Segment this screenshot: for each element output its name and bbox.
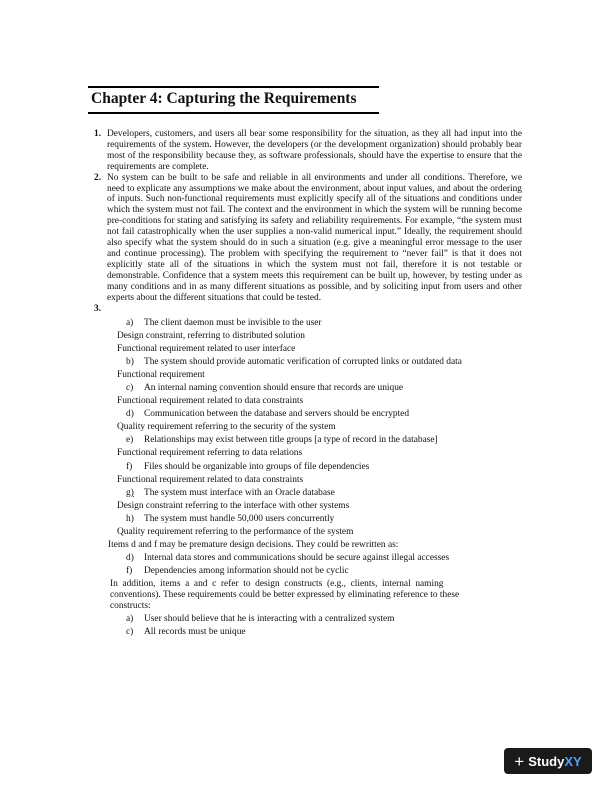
document-body — [94, 129, 522, 638]
rewrite-intro: Items d and f may be premature design decisions. They could be rewritten as: — [108, 539, 399, 550]
chapter-title: Chapter 4: Capturing the Requirements — [91, 90, 357, 107]
requirements-list — [117, 317, 522, 538]
classification: Functional requirement related to data constraints — [117, 474, 304, 485]
rewrites-list — [126, 553, 522, 577]
plus-icon: + — [514, 751, 525, 771]
requirement: c) An internal naming convention should ensure that records are unique — [126, 382, 404, 393]
studyxy-logo[interactable] — [504, 748, 592, 774]
constructs-list — [126, 614, 522, 638]
item-text: No system can be built to be safe and reliable in all environments and under all conditions. Therefore, we need to explicate any assumptions we make about the environment, about input values, and about the ordering of inputs. Such non-functional requirements must explicitly specify all of the situations and conditions under which the system must not fail. The context and the environment in which the system will be running become pre-conditions for stating and satisfying its safety and reliability requirements. For example, “the system must not fail catastrophically when the user supplies a non-valid numerical input.” Ideally, the requirement should also specify what the system should do in such a situation (e.g. give a meaningful error message to the user and continue processing). The problem with specifying the requirement to “never fail” is that it does not explicitly state all of the situations in which the system must not fail, therefore it is not testable or demonstrable. Confidence that a system meets this requirement can be built up, however, by testing under as many conditions and in as many different situations as possible, and by soliciting input from users and other experts about the different situations that could be tested. — [107, 172, 522, 303]
construct-item: c) All records must be unique — [126, 627, 246, 637]
list-item — [94, 173, 522, 304]
addition-paragraph: In addition, items a and c refer to design constructs (e.g., clients, internal naming conventions). These requirements could be better expressed by eliminating reference to these constructs: — [110, 579, 460, 611]
classification: Quality requirement referring to the security of the system — [117, 422, 336, 433]
item-text: Developers, customers, and users all bear some responsibility for the situation, as they all had input into the requirements of the system. However, the developers (or the development organization) should probably bear most of the responsibility because they, as software professionals, should have the expertise to ensure that the requirements are complete. — [107, 129, 522, 172]
item-number: 3. — [94, 303, 102, 314]
construct-item: a) User should believe that he is interacting with a centralized system — [126, 613, 395, 624]
requirement: g) The system must interface with an Oracle database — [126, 487, 335, 498]
item-number: 1. — [94, 129, 102, 139]
classification: Functional requirement referring to data relations — [117, 448, 303, 459]
requirement: a) The client daemon must be invisible to the user — [126, 317, 322, 328]
list-item — [94, 129, 522, 173]
list-item — [94, 304, 522, 315]
title-rule-top — [88, 86, 379, 88]
requirement: e) Relationships may exist between title groups [a type of record in the database] — [126, 435, 438, 446]
item-number: 2. — [94, 172, 102, 183]
requirement: d) Communication between the database and servers should be encrypted — [126, 409, 410, 420]
requirement: h) The system must handle 50,000 users concurrently — [126, 513, 335, 524]
classification: Quality requirement referring to the performance of the system — [117, 527, 354, 537]
logo-text: StudyXY — [528, 753, 582, 769]
classification: Functional requirement related to data constraints — [117, 396, 304, 407]
classification: Design constraint referring to the interface with other systems — [117, 500, 350, 511]
classification: Design constraint, referring to distributed solution — [117, 330, 305, 341]
classification: Functional requirement — [117, 369, 205, 380]
classification: Functional requirement related to user interface — [117, 343, 296, 354]
rewrite-item: d) Internal data stores and communications should be secure against illegal accesses — [126, 553, 450, 563]
rewrite-item: f) Dependencies among information should not be cyclic — [126, 566, 349, 577]
requirement: f) Files should be organizable into groups of file dependencies — [126, 461, 370, 472]
title-rule-bottom — [88, 112, 379, 114]
requirement: b) The system should provide automatic verification of corrupted links or outdated data — [126, 356, 462, 367]
